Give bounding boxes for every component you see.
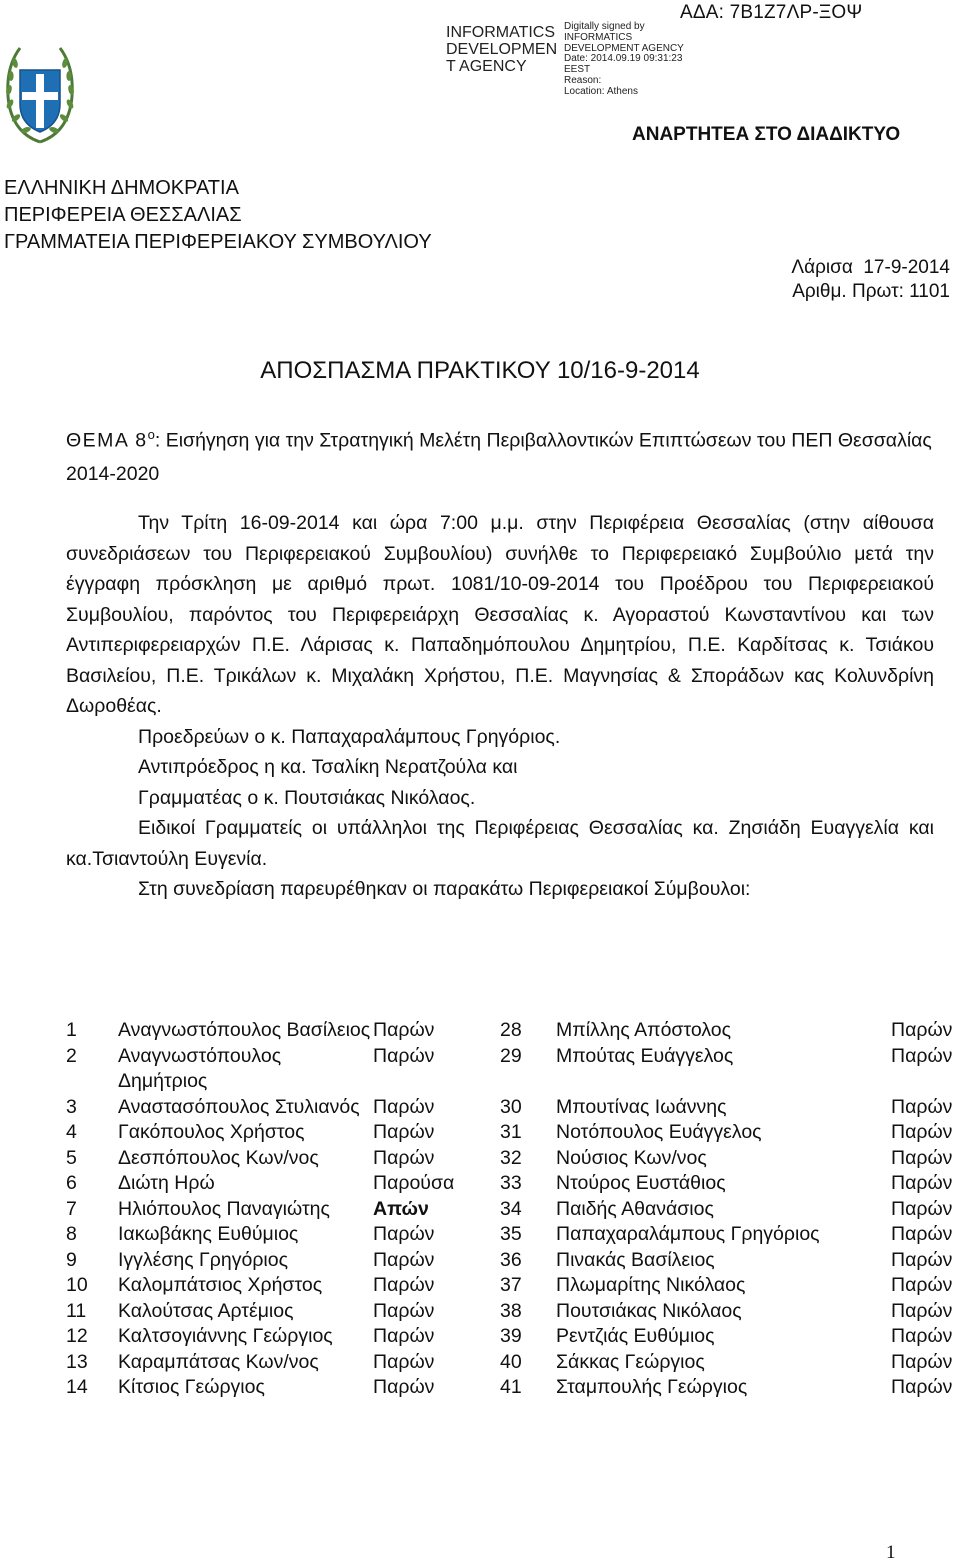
roster-status-absent: Απών	[373, 1197, 429, 1220]
roster-member-name: Παιδής Αθανάσιος	[556, 1197, 714, 1220]
issuer-line: ΕΛΛΗΝΙΚΗ ΔΗΜΟΚΡΑΤΙΑ	[4, 177, 239, 199]
roster-member-name: Πλωμαρίτης Νικόλαος	[556, 1274, 746, 1296]
roster-row	[66, 1350, 960, 1376]
roster-status: Παρούσα	[373, 1172, 455, 1194]
roster-member-name: Ρεντζιάς Ευθύμιος	[556, 1325, 715, 1347]
roster-status: Παρών	[373, 1350, 435, 1373]
digital-signature-block	[564, 22, 694, 98]
roster-member-name: Ιακωβάκης Ευθύμιος	[118, 1223, 299, 1245]
roster-number: 10	[66, 1274, 88, 1296]
roster-status: Παρών	[891, 1299, 953, 1322]
minutes-body	[66, 508, 934, 905]
roster-status: Παρών	[891, 1248, 953, 1271]
roster-row	[66, 1375, 960, 1401]
document-title: ΑΠΟΣΠΑΣΜΑ ΠΡΑΚΤΙΚΟΥ 10/16-9-2014	[260, 357, 700, 384]
roster-status: Παρών	[373, 1121, 435, 1143]
roster-number: 12	[66, 1325, 88, 1347]
special-secretaries-paragraph: Ειδικοί Γραμματείς οι υπάλληλοι της Περιφέρειας Θεσσαλίας κα. Ζησιάδη Ευαγγελία και κα.Τσιαντούλη Ευγενία.	[66, 817, 934, 870]
vice-chair-line: Αντιπρόεδρος η κα. Τσαλίκη Νερατζούλα και	[138, 756, 518, 778]
roster-status: Παρών	[891, 1172, 953, 1194]
roster-status: Παρών	[373, 1223, 435, 1245]
issuer-block	[4, 175, 432, 256]
post-online-note: ΑΝΑΡΤΗΤΕΑ ΣΤΟ ΔΙΑΔΙΚΤΥΟ	[632, 124, 901, 145]
roster-status: Παρών	[373, 1095, 435, 1118]
roster-member-name: Μπούτας Ευάγγελος	[556, 1044, 734, 1067]
roster-number: 29	[500, 1044, 522, 1067]
date-protocol-block	[791, 256, 950, 304]
roster-number: 1	[66, 1019, 77, 1041]
roster-member-name: Πουτσιάκας Νικόλαος	[556, 1299, 742, 1322]
roster-status: Παρών	[373, 1044, 435, 1067]
roster-status: Παρών	[891, 1095, 953, 1118]
signature-line: Location: Athens	[564, 85, 638, 97]
roster-status: Παρών	[891, 1325, 953, 1347]
roster-number: 13	[66, 1350, 88, 1373]
roster-status: Παρών	[373, 1274, 435, 1296]
attendance-roster	[66, 1018, 960, 1401]
roster-status: Παρών	[891, 1197, 953, 1220]
roster-member-name: Κίτσιος Γεώργιος	[118, 1376, 265, 1398]
signature-line: Digitally signed by	[564, 21, 645, 32]
roster-row	[66, 1273, 960, 1299]
roster-status: Παρών	[891, 1146, 953, 1169]
attendance-intro: Στη συνεδρίαση παρευρέθηκαν οι παρακάτω Περιφερειακοί Σύμβουλοι:	[138, 878, 751, 900]
roster-number: 39	[500, 1325, 522, 1347]
roster-member-name: Ιγγλέσης Γρηγόριος	[118, 1248, 288, 1271]
intro-paragraph: Την Τρίτη 16-09-2014 και ώρα 7:00 μ.μ. στην Περιφέρεια Θεσσαλίας (στην αίθουσα συνεδριάσεων του Περιφερειακού Συμβουλίου) συνήλθε το Περιφερειακό Συμβούλιο μετά την έγγραφη πρόσκληση με αριθμό πρωτ. 1081/10-09-2014 του Προέδρου του Περιφερειακού Συμβουλίου, παρόντος του Περιφερειάρχη Θεσσαλίας κ. Αγοραστού Κωνσταντίνου και των Αντιπεριφερειαρχών Π.Ε. Λάρισας κ. Παπαδημόπουλου Δημητρίου, Π.Ε. Καρδίτσας κ. Τσιάκου Βασιλείου, Π.Ε. Τρικάλων κ. Μιχαλάκη Χρήστου, Π.Ε. Μαγνησίας & Σποράδων κας Κολυνδρίνη Δωροθέας.	[66, 512, 934, 717]
roster-row	[66, 1044, 960, 1095]
roster-member-name: Γακόπουλος Χρήστος	[118, 1121, 305, 1143]
roster-member-name: Καλτσογιάννης Γεώργιος	[118, 1325, 333, 1347]
roster-number: 7	[66, 1197, 77, 1220]
roster-status: Παρών	[891, 1350, 953, 1373]
roster-member-name: Νοτόπουλος Ευάγγελος	[556, 1121, 762, 1143]
roster-member-name: Αναγνωστόπουλος Βασίλειος	[118, 1019, 371, 1041]
roster-number: 14	[66, 1376, 88, 1398]
roster-status: Παρών	[891, 1019, 953, 1041]
roster-row	[66, 1248, 960, 1274]
roster-row	[66, 1222, 960, 1248]
secretary-line: Γραμματέας ο κ. Πουτσιάκας Νικόλαος.	[138, 786, 476, 809]
roster-member-name: Δεσπόπουλος Κων/νος	[118, 1146, 319, 1169]
subject-block	[66, 418, 934, 491]
roster-row	[66, 1171, 960, 1197]
roster-status: Παρών	[891, 1223, 953, 1245]
roster-number: 33	[500, 1172, 522, 1194]
document-date: Λάρισα 17-9-2014	[791, 257, 950, 278]
digital-signer-name: INFORMATICS DEVELOPMEN T AGENCY	[446, 24, 558, 75]
roster-number: 3	[66, 1095, 77, 1118]
roster-status: Παρών	[373, 1299, 435, 1322]
roster-row	[66, 1197, 960, 1223]
roster-member-name: Μπουτίνας Ιωάννης	[556, 1095, 727, 1118]
roster-status: Παρών	[373, 1019, 435, 1041]
chair-line: Προεδρεύων ο κ. Παπαχαραλάμπους Γρηγόριος.	[138, 725, 561, 748]
roster-number: 30	[500, 1095, 522, 1118]
roster-member-name: Πινακάς Βασίλειος	[556, 1248, 715, 1271]
signature-line: Reason:	[564, 74, 602, 86]
protocol-number: Αριθμ. Πρωτ: 1101	[792, 281, 950, 302]
roster-number: 11	[66, 1299, 87, 1322]
roster-number: 38	[500, 1299, 522, 1322]
ada-code: ΑΔΑ: 7Β1Ζ7ΛΡ-ΞΟΨ	[680, 2, 863, 23]
roster-number: 2	[66, 1044, 77, 1067]
roster-number: 40	[500, 1350, 522, 1373]
roster-row	[66, 1299, 960, 1325]
subject-label: ΘΕΜΑ 8	[66, 429, 148, 452]
roster-number: 37	[500, 1274, 522, 1296]
roster-status: Παρών	[373, 1248, 435, 1271]
roster-status: Παρών	[373, 1325, 435, 1347]
roster-row	[66, 1324, 960, 1350]
signature-line: EEST	[564, 64, 591, 76]
roster-status: Παρών	[891, 1274, 953, 1296]
roster-number: 9	[66, 1248, 77, 1271]
roster-member-name: Ηλιόπουλος Παναγιώτης	[118, 1197, 330, 1220]
subject-text: Εισήγηση για την Στρατηγική Μελέτη Περιβαλλοντικών Επιπτώσεων του ΠΕΠ Θεσσαλίας 2014-2020	[66, 429, 932, 485]
roster-status: Παρών	[891, 1121, 953, 1143]
roster-number: 36	[500, 1248, 522, 1271]
roster-member-name: Παπαχαραλάμπους Γρηγόριος	[556, 1223, 820, 1245]
issuer-line: ΠΕΡΙΦΕΡΕΙΑ ΘΕΣΣΑΛΙΑΣ	[4, 204, 242, 226]
roster-status: Παρών	[373, 1376, 435, 1398]
roster-member-name: Αναγνωστόπουλος Δημήτριος	[118, 1044, 282, 1092]
subject-colon: :	[154, 429, 161, 452]
roster-number: 5	[66, 1146, 77, 1169]
signature-line: DEVELOPMENT AGENCY	[564, 42, 684, 54]
roster-status: Παρών	[891, 1044, 953, 1067]
roster-number: 28	[500, 1019, 522, 1041]
roster-number: 34	[500, 1197, 522, 1220]
issuer-line: ΓΡΑΜΜΑΤΕΙΑ ΠΕΡΙΦΕΡΕΙΑΚΟΥ ΣΥΜΒΟΥΛΙΟΥ	[4, 231, 432, 253]
roster-member-name: Καραμπάτσας Κων/νος	[118, 1350, 319, 1373]
page-number: 1	[886, 1542, 896, 1563]
roster-number: 41	[500, 1376, 522, 1398]
roster-row	[66, 1146, 960, 1172]
roster-number: 35	[500, 1223, 522, 1245]
signature-line: Date: 2014.09.19 09:31:23	[564, 53, 683, 65]
roster-row	[66, 1018, 960, 1044]
roster-number: 8	[66, 1223, 77, 1245]
roster-member-name: Σταμπουλής Γεώργιος	[556, 1376, 748, 1398]
roster-member-name: Νούσιος Κων/νος	[556, 1146, 707, 1169]
roster-number: 32	[500, 1146, 522, 1169]
hellenic-republic-emblem-icon	[2, 34, 78, 150]
roster-member-name: Καλούτσας Αρτέμιος	[118, 1299, 294, 1322]
roster-number: 31	[500, 1121, 522, 1143]
roster-member-name: Διώτη Ηρώ	[118, 1172, 215, 1194]
roster-member-name: Μπίλλης Απόστολος	[556, 1019, 732, 1041]
roster-member-name: Αναστασόπουλος Στυλιανός	[118, 1095, 360, 1118]
signature-line: INFORMATICS	[564, 31, 633, 43]
roster-number: 6	[66, 1172, 77, 1194]
roster-row	[66, 1095, 960, 1121]
roster-member-name: Καλομπάτσιος Χρήστος	[118, 1274, 323, 1296]
roster-status: Παρών	[373, 1146, 435, 1169]
roster-member-name: Ντούρος Ευστάθιος	[556, 1172, 726, 1194]
roster-member-name: Σάκκας Γεώργιος	[556, 1350, 705, 1373]
roster-number: 4	[66, 1121, 77, 1143]
roster-status: Παρών	[891, 1376, 953, 1398]
subject-label-superscript: ο	[147, 427, 155, 442]
roster-row	[66, 1120, 960, 1146]
